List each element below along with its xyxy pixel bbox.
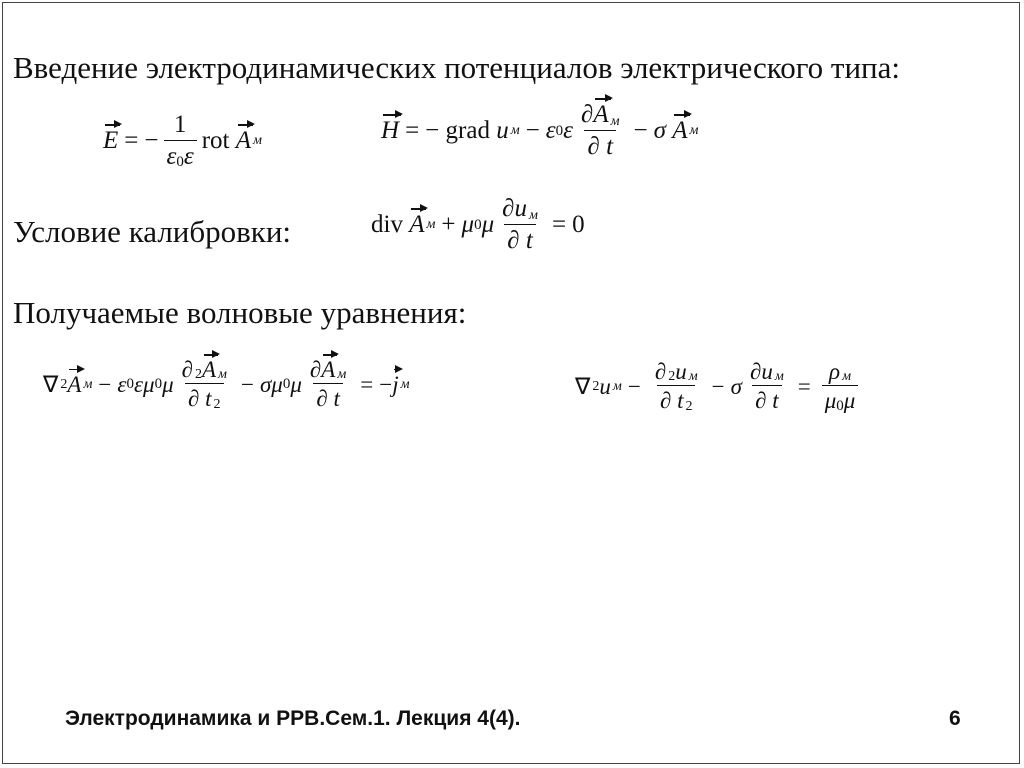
footer-course-title: Электродинамика и РРВ.Сем.1. Лекция 4(4). [65, 707, 521, 730]
fraction: 1 ε 0 ε [164, 111, 197, 172]
equation-wave-a: ∇ 2 A м − ε 0 εμ 0 μ ∂ $_2$ A $_м$ ∂ t $_2$ − σμ 0 μ ∂ A $_м$ ∂ t = − j м [43, 357, 410, 412]
heading-gauge-condition: Условие калибровки: [13, 214, 292, 249]
fraction: ∂ A $_м$ ∂ t [580, 101, 620, 160]
vector-e: E [103, 127, 119, 155]
vector-a: A [235, 127, 252, 155]
vector-a: A [409, 211, 425, 239]
fraction: ∂u $_м$ ∂ t [749, 359, 784, 414]
fraction: ρ $_м$ μ 0 μ [822, 359, 859, 415]
equation-gauge: div A м + μ 0 μ ∂u $_м$ ∂ t = 0 [371, 195, 585, 254]
fraction: ∂ $_2$ A $_м$ ∂ t $_2$ [181, 357, 227, 412]
vector-a: A [672, 117, 688, 145]
heading-potentials-intro: Введение электродинамических потенциалов электрического типа: [13, 50, 901, 85]
vector-a: A [67, 371, 82, 397]
fraction: ∂ $_2$ u $_м$ ∂ t $_2$ [654, 359, 698, 414]
slide [2, 2, 1020, 764]
equation-e-field: E = − 1 ε 0 ε rot A м [103, 111, 262, 171]
heading-wave-equations: Получаемые волновые уравнения: [13, 295, 467, 330]
fraction: ∂u $_м$ ∂ t [502, 195, 538, 254]
fraction: ∂ A $_м$ ∂ t [309, 357, 347, 412]
page-number: 6 [949, 707, 961, 730]
equation-wave-u: ∇ 2 u м − ∂ $_2$ u $_м$ ∂ t $_2$ − σ ∂u $_м$ ∂ t = ρ $_м$ μ 0 μ [575, 359, 863, 415]
equation-h-field: H = − grad u м − ε 0 ε ∂ A $_м$ ∂ t − σ A м [381, 101, 699, 160]
vector-h: H [381, 117, 400, 145]
vector-j: j [392, 371, 399, 397]
